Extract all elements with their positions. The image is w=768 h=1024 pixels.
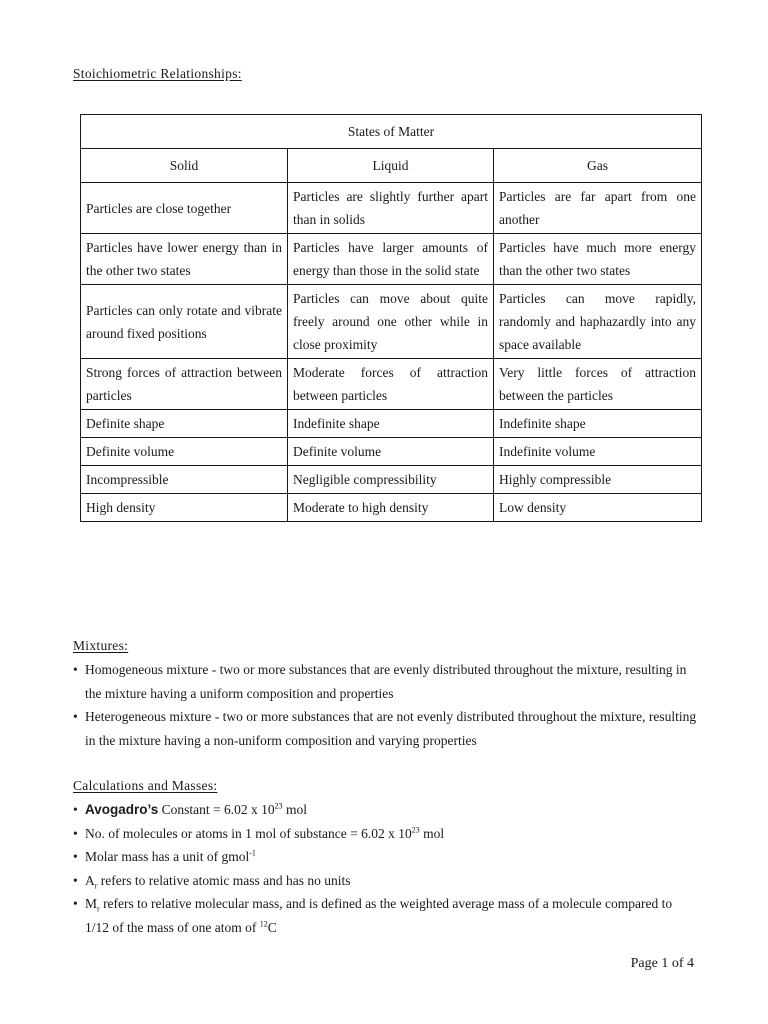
list-item-ar: • $A_r$ refers to relative atomic mass and has no units <box>73 869 697 893</box>
list-item-mr: • $M_r$ refers to relative molecular mass, and is defined as the weighted average mass of a molecule compared to 1/12 of the mass of one atom of $^{12}$C <box>73 892 697 939</box>
table-cell: Moderate to high density <box>288 494 494 522</box>
column-header-solid: Solid <box>81 149 288 183</box>
table-cell: Highly compressible <box>494 466 702 494</box>
table-row <box>81 183 702 234</box>
column-header-liquid: Liquid <box>288 149 494 183</box>
table-cell: Definite volume <box>81 438 288 466</box>
table-cell: Particles can only rotate and vibrate around fixed positions <box>81 285 288 359</box>
table-title: States of Matter <box>81 115 702 149</box>
table-cell: Definite shape <box>81 410 288 438</box>
table-row <box>81 438 702 466</box>
list-item: • Heterogeneous mixture - two or more substances that are not evenly distributed throughout the mixture, resulting in the mixture having a non-uniform composition and varying properties <box>73 705 697 752</box>
table-row <box>81 285 702 359</box>
avogadro-term: Avogadro’s <box>85 802 159 817</box>
list-item: • Homogeneous mixture - two or more substances that are evenly distributed throughout the mixture, resulting in the mixture having a uniform composition and properties <box>73 658 697 705</box>
list-item-molar-mass: • Molar mass has a unit of gmol$^{-1}$ <box>73 845 697 869</box>
table-cell: Indefinite volume <box>494 438 702 466</box>
table-cell: Low density <box>494 494 702 522</box>
table-cell: Particles have larger amounts of energy than those in the solid state <box>288 234 494 285</box>
states-of-matter-table <box>80 114 702 522</box>
table-cell: Particles can move about quite freely around one other while in close proximity <box>288 285 494 359</box>
section-heading-mixtures: Mixtures: <box>73 638 129 653</box>
table-cell: Particles have lower energy than in the other two states <box>81 234 288 285</box>
calculations-list <box>73 798 697 939</box>
table-cell: Particles can move rapidly, randomly and haphazardly into any space available <box>494 285 702 359</box>
table-cell: Negligible compressibility <box>288 466 494 494</box>
table-row <box>81 359 702 410</box>
section-heading-calculations: Calculations and Masses: <box>73 778 218 793</box>
table-row <box>81 234 702 285</box>
table-cell: Moderate forces of attraction between particles <box>288 359 494 410</box>
column-header-gas: Gas <box>494 149 702 183</box>
list-item-molecules: • No. of molecules or atoms in 1 mol of substance = 6.02 x $10^{23}$ mol <box>73 822 697 846</box>
page-number: Page 1 of 4 <box>630 956 694 971</box>
table-cell: Strong forces of attraction between particles <box>81 359 288 410</box>
section-heading-stoichiometric: Stoichiometric Relationships: <box>73 66 242 81</box>
table-row <box>81 494 702 522</box>
table-cell: Incompressible <box>81 466 288 494</box>
table-row <box>81 466 702 494</box>
table-cell: Definite volume <box>288 438 494 466</box>
table-cell: Particles are far apart from one another <box>494 183 702 234</box>
list-item-avogadro: • Avogadro’s Constant = 6.02 x $10^{23}$ mol <box>73 798 697 822</box>
table-row <box>81 410 702 438</box>
table-cell: Very little forces of attraction between the particles <box>494 359 702 410</box>
mixtures-list <box>73 658 697 752</box>
table-cell: Particles are close together <box>81 183 288 234</box>
table-cell: Particles have much more energy than the other two states <box>494 234 702 285</box>
table-cell: Particles are slightly further apart than in solids <box>288 183 494 234</box>
table-cell: Indefinite shape <box>288 410 494 438</box>
table-cell: High density <box>81 494 288 522</box>
table-cell: Indefinite shape <box>494 410 702 438</box>
